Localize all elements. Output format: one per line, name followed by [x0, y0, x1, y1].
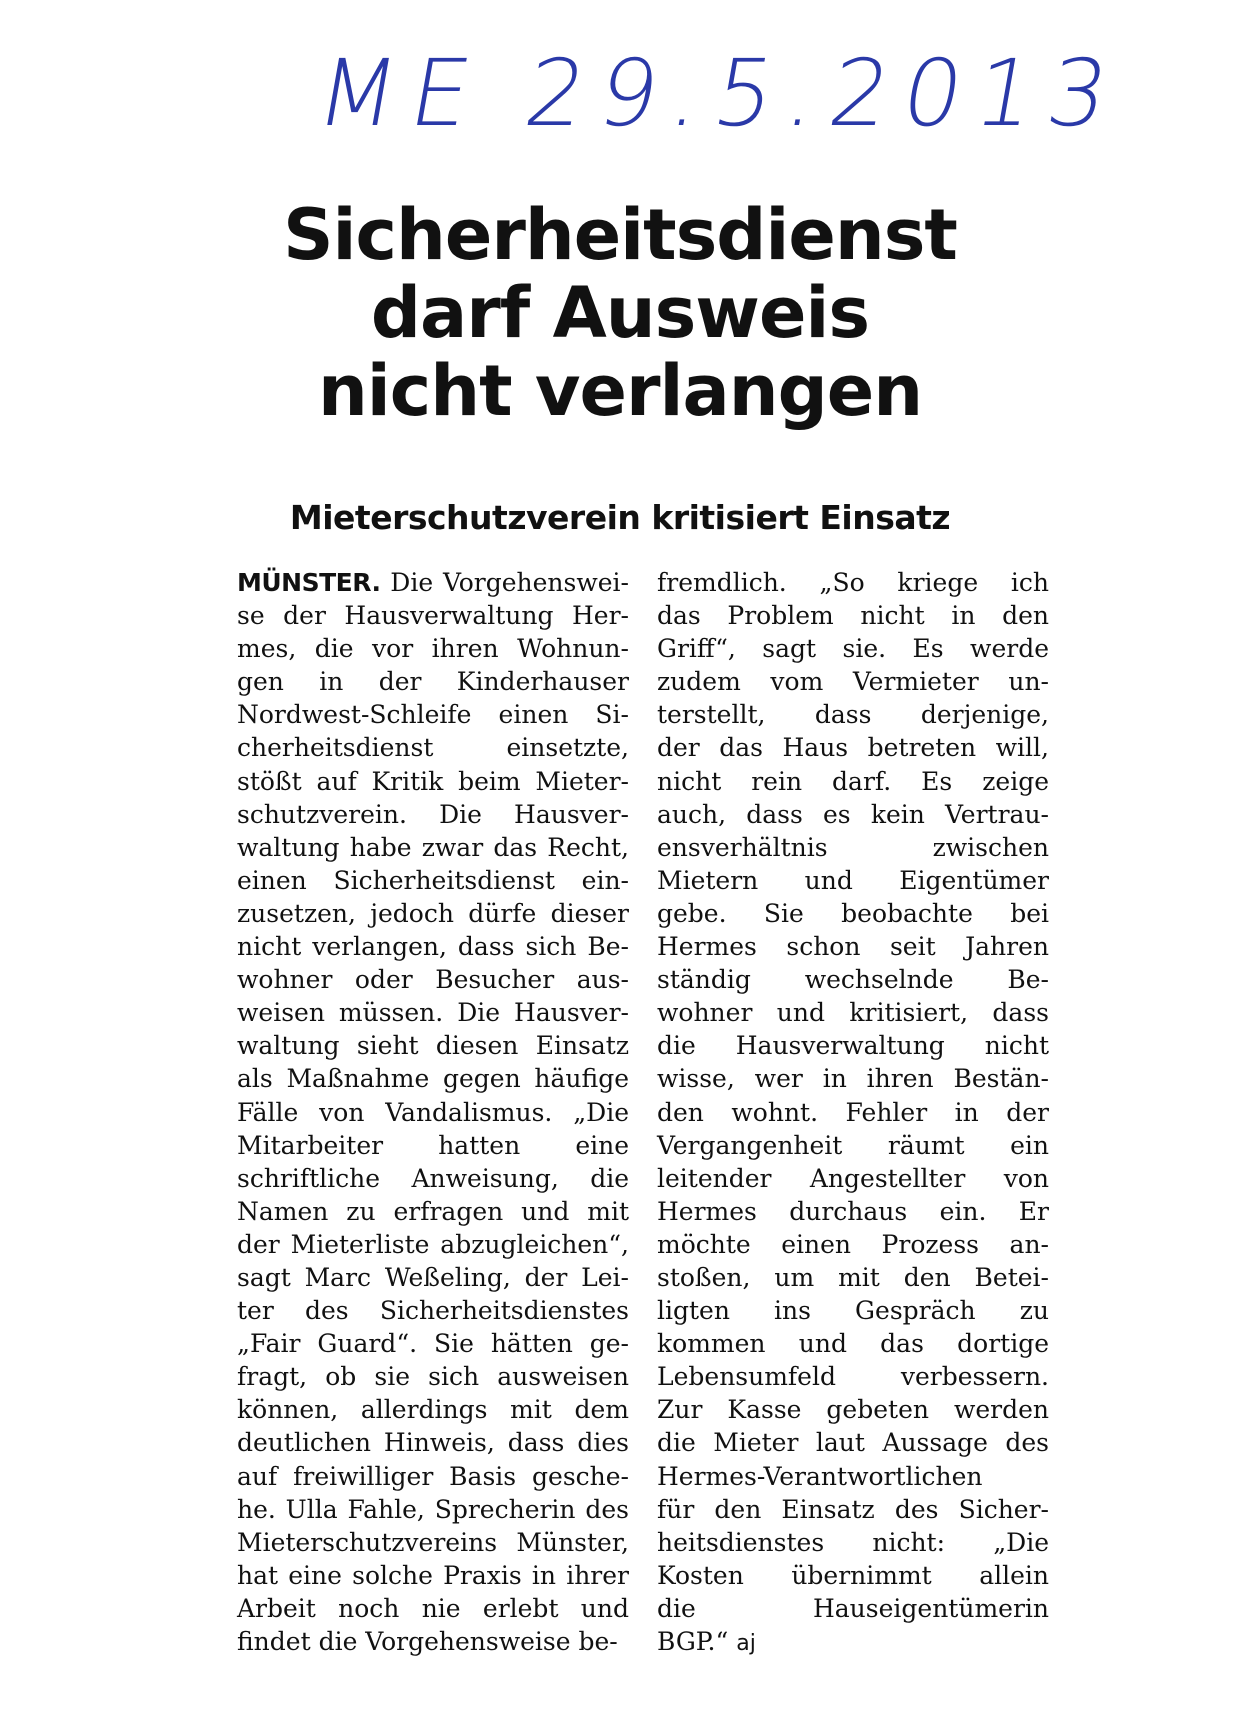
article-line-text: der das Haus betreten will,: [657, 733, 1049, 763]
article-line-text: für den Einsatz des Sicher-: [657, 1494, 1049, 1524]
article-line-text: Mietern und Eigentümer: [657, 865, 1049, 895]
article-line: [237, 1294, 629, 1327]
article-line: [237, 1625, 629, 1658]
article-line: [237, 1261, 629, 1294]
article-line: [657, 1062, 1049, 1095]
article-line: [657, 963, 1049, 996]
article-line-text: Hermes durchaus ein. Er: [657, 1196, 1049, 1226]
article-line-text: ter des Sicherheitsdienstes: [237, 1296, 629, 1326]
article-line: [657, 1129, 1049, 1162]
article-line: [237, 1327, 629, 1360]
article-line-text: kommen und das dortige: [657, 1329, 1049, 1359]
article-line: [657, 698, 1049, 731]
subheadline: Mieterschutzverein kritisiert Einsatz: [289, 498, 951, 537]
article-line: [237, 1493, 629, 1526]
article-line: [237, 698, 629, 731]
article-line-text: auf freiwilliger Basis gesche-: [237, 1461, 629, 1491]
article-line-text: nicht rein darf. Es zeige: [657, 766, 1049, 796]
headline-line: darf Ausweis: [370, 272, 870, 354]
article-line: [237, 566, 629, 599]
article-line-text: BGP.“: [657, 1627, 737, 1656]
article-line: [237, 1559, 629, 1592]
headline-line: nicht verlangen: [317, 350, 923, 432]
article-line: [237, 599, 629, 632]
article-line-text: die Mieter laut Aussage des: [657, 1428, 1049, 1458]
article-line-text: deutlichen Hinweis, dass dies: [237, 1428, 629, 1458]
article-line-text: Vergangenheit räumt ein: [657, 1130, 1049, 1160]
article-line: [657, 1493, 1049, 1526]
article-line-text: nicht verlangen, dass sich Be-: [237, 932, 629, 962]
article-line: [657, 1559, 1049, 1592]
article-line: [237, 963, 629, 996]
article-line: [657, 864, 1049, 897]
article-line: [657, 632, 1049, 665]
article-line-text: mes, die vor ihren Wohnun-: [237, 634, 629, 664]
article-line: [657, 1327, 1049, 1360]
article-line-text: der Mieterliste abzugleichen“,: [237, 1229, 629, 1259]
article-line-text: möchte einen Prozess an-: [657, 1229, 1049, 1259]
article-line-text: Namen zu erfragen und mit: [237, 1196, 629, 1226]
article-line-text: Nordwest-Schleife einen Si-: [237, 700, 629, 730]
article-line-text: Hermes-Verantwortlichen: [657, 1461, 983, 1491]
article-line-text: Mieterschutzvereins Münster,: [237, 1527, 629, 1557]
article-line: [657, 1261, 1049, 1294]
article-line-text: hat eine solche Praxis in ihrer: [237, 1560, 629, 1590]
article-line: [657, 1360, 1049, 1393]
article-line-text: wohner oder Besucher aus-: [237, 965, 629, 995]
article-line-text: se der Hausverwaltung Her-: [237, 601, 629, 631]
article-line-text: fragt, ob sie sich ausweisen: [237, 1362, 629, 1392]
article-line-text: einen Sicherheitsdienst ein-: [237, 865, 629, 895]
article-line: [657, 1294, 1049, 1327]
article-line: [657, 1393, 1049, 1426]
article-column-right: [657, 566, 1049, 1658]
author-initials: aj: [736, 1631, 756, 1656]
article-line: [657, 1029, 1049, 1062]
article-line-text: „Fair Guard“. Sie hätten ge-: [237, 1329, 629, 1359]
article-line-text: sagt Marc Weßeling, der Lei-: [237, 1262, 629, 1292]
article-line-text: Die Vorgehenswei-: [380, 568, 629, 597]
article-line: [657, 1526, 1049, 1559]
article-line: [657, 897, 1049, 930]
article-line-text: leitender Angestellter von: [657, 1163, 1049, 1193]
article-line-text: fremdlich. „So kriege ich: [657, 568, 1049, 597]
article-line-text: Kosten übernimmt allein: [657, 1560, 1049, 1590]
article-line-text: zusetzen, jedoch dürfe dieser: [237, 898, 629, 928]
article-line-text: stoßen, um mit den Betei-: [657, 1262, 1049, 1292]
article-line: [237, 731, 629, 764]
article-line-text: Hermes schon seit Jahren: [657, 932, 1049, 962]
article-line-text: den wohnt. Fehler in der: [657, 1097, 1049, 1127]
article-line: [657, 1195, 1049, 1228]
article-line: [237, 831, 629, 864]
article-line: [237, 1062, 629, 1095]
article-line: [237, 632, 629, 665]
article-line: [237, 996, 629, 1029]
article-line-text: zudem vom Vermieter un-: [657, 667, 1049, 697]
article-line-text: können, allerdings mit dem: [237, 1395, 629, 1425]
article-line: [237, 930, 629, 963]
article-line-text: als Maßnahme gegen häufige: [237, 1064, 629, 1094]
article-line-text: waltung habe zwar das Recht,: [237, 832, 629, 862]
article-line: [657, 665, 1049, 698]
article-line-text: wisse, wer in ihren Bestän-: [657, 1064, 1049, 1094]
article-line: [657, 996, 1049, 1029]
article-line: [657, 831, 1049, 864]
article-line: [657, 765, 1049, 798]
article-line-text: Lebensumfeld verbessern.: [657, 1362, 1049, 1392]
article-line-text: gebe. Sie beobachte bei: [657, 898, 1049, 928]
article-line: [237, 1195, 629, 1228]
article-line-text: cherheitsdienst einsetzte,: [237, 733, 629, 763]
article-line-text: schutzverein. Die Hausver-: [237, 799, 629, 829]
article-line-text: schriftliche Anweisung, die: [237, 1163, 629, 1193]
article-line: [657, 1625, 1049, 1658]
article-line: [237, 1360, 629, 1393]
article-line: [657, 566, 1049, 599]
article-line: [657, 1228, 1049, 1261]
article-line: [237, 1096, 629, 1129]
article-line-text: ständig wechselnde Be-: [657, 965, 1049, 995]
article-line: [657, 798, 1049, 831]
article-line-text: die Hauseigentümerin: [657, 1593, 1049, 1623]
article-line-text: Zur Kasse gebeten werden: [657, 1395, 1049, 1425]
article-line: [657, 930, 1049, 963]
article-line-text: Fälle von Vandalismus. „Die: [237, 1097, 629, 1127]
article-line: [657, 1096, 1049, 1129]
article-column-left: [237, 566, 629, 1658]
article-line: [237, 1526, 629, 1559]
article-line-text: Griff“, sagt sie. Es werde: [657, 634, 1049, 664]
article-line: [237, 765, 629, 798]
article-line-text: heitsdienstes nicht: „Die: [657, 1527, 1049, 1557]
article-line-text: die Hausverwaltung nicht: [657, 1031, 1049, 1061]
article-line-text: terstellt, dass derjenige,: [657, 700, 1049, 730]
article-line: [237, 798, 629, 831]
article-line: [657, 731, 1049, 764]
article-line-text: he. Ulla Fahle, Sprecherin des: [237, 1494, 629, 1524]
headline: [230, 196, 1010, 430]
article-line-text: stößt auf Kritik beim Mieter-: [237, 766, 629, 796]
article-line: [657, 599, 1049, 632]
article-line: [237, 897, 629, 930]
article-line: [237, 1460, 629, 1493]
article-line: [237, 1029, 629, 1062]
article-line: [237, 1129, 629, 1162]
article-line-text: wohner und kritisiert, dass: [657, 998, 1049, 1028]
article-line: [237, 1393, 629, 1426]
dateline: MÜNSTER.: [237, 568, 381, 597]
handwritten-date-note: ME 29.5.2013: [308, 40, 1131, 147]
article-line-text: weisen müssen. Die Hausver-: [237, 998, 629, 1028]
article-line-text: auch, dass es kein Vertrau-: [657, 799, 1049, 829]
article-line-text: waltung sieht diesen Einsatz: [237, 1031, 629, 1061]
article-line: [237, 1426, 629, 1459]
article-line: [657, 1426, 1049, 1459]
article-line: [657, 1592, 1049, 1625]
article-line: [657, 1162, 1049, 1195]
article-line-text: ensverhältnis zwischen: [657, 832, 1049, 862]
article-line-text: Mitarbeiter hatten eine: [237, 1130, 629, 1160]
article-line: [237, 1162, 629, 1195]
article-line: [657, 1460, 1049, 1493]
article-line-text: gen in der Kinderhauser: [237, 667, 629, 697]
headline-line: Sicherheitsdienst: [283, 194, 957, 276]
article-line-text: findet die Vorgehensweise be-: [237, 1627, 618, 1656]
article-line: [237, 1228, 629, 1261]
article-line-text: Arbeit noch nie erlebt und: [237, 1593, 629, 1623]
article-line: [237, 665, 629, 698]
article-line: [237, 1592, 629, 1625]
article-line-text: das Problem nicht in den: [657, 601, 1049, 631]
article-line-text: ligten ins Gespräch zu: [657, 1296, 1049, 1326]
article-line: [237, 864, 629, 897]
